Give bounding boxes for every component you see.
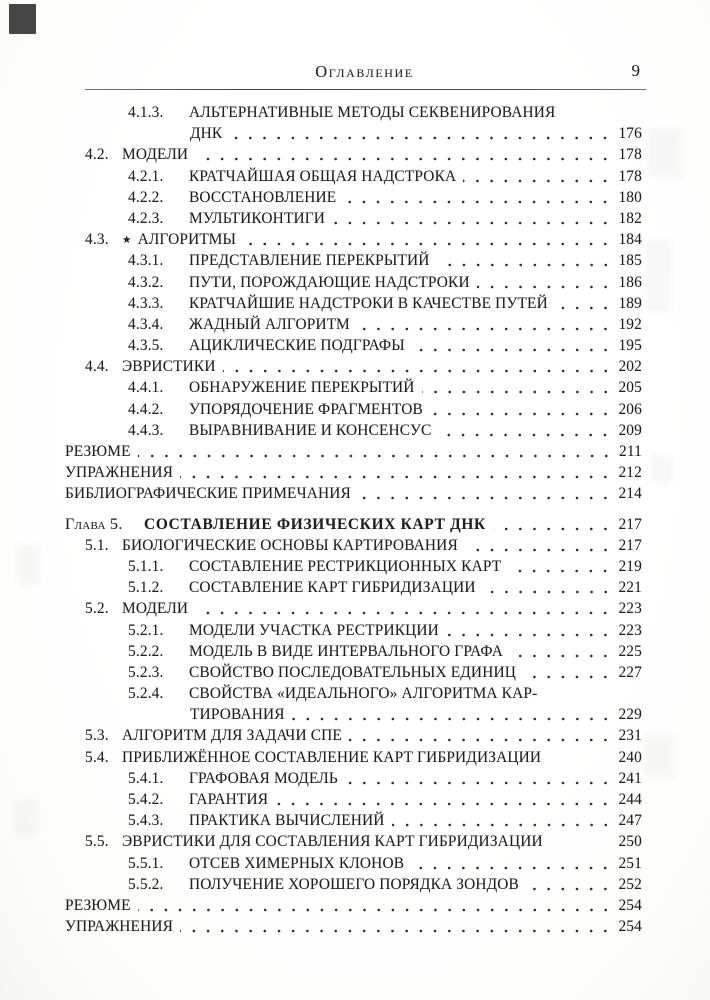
dot-leader — [465, 535, 615, 556]
toc-page-ref: 217 — [618, 536, 642, 554]
toc-entry-title: КРАТЧАЙШАЯ ОБЩАЯ НАДСТРОКА — [189, 167, 457, 185]
toc-page-ref: 206 — [618, 400, 642, 418]
toc-page-ref: 180 — [618, 188, 642, 206]
dot-leader — [411, 853, 614, 874]
toc-section-number: 5.5.1. — [128, 854, 164, 872]
toc-entry-title: ВЫРАВНИВАНИЕ И КОНСЕНСУС — [189, 421, 432, 439]
toc-entry-title: МОДЕЛЬ В ВИДЕ ИНТЕРВАЛЬНОГО ГРАФА — [189, 642, 503, 660]
dot-leader — [446, 620, 615, 641]
dot-leader — [180, 916, 614, 937]
dot-leader — [555, 293, 615, 314]
dot-leader — [292, 704, 615, 725]
toc-entry-title: АЛГОРИТМЫ — [137, 231, 237, 249]
toc-section-number: 5.1.2. — [128, 579, 164, 597]
dot-leader — [345, 768, 615, 789]
scan-artifact — [18, 545, 40, 585]
dot-leader — [493, 514, 615, 535]
toc-section-number: 4.3.4. — [128, 315, 164, 333]
toc-page-ref: 244 — [618, 791, 642, 808]
dot-leader — [195, 598, 614, 619]
toc-section-number: 5.5. — [85, 833, 109, 851]
toc-entry-title: ЖАДНЫЙ АЛГОРИТМ — [189, 315, 350, 333]
toc-page-ref: 254 — [618, 896, 642, 914]
toc-entry-title: УПРАЖНЕНИЯ — [65, 918, 174, 936]
dot-leader — [422, 377, 615, 398]
dot-leader — [508, 556, 614, 577]
toc-line — [65, 314, 642, 335]
toc-section-number: 4.3.2. — [128, 273, 164, 291]
toc-page-ref: 217 — [618, 515, 642, 533]
toc-line — [65, 272, 642, 293]
toc-line — [65, 704, 642, 725]
toc-entry-title: ГАРАНТИЯ — [189, 791, 269, 808]
toc-page-ref: 225 — [618, 642, 642, 660]
toc-line — [65, 916, 642, 937]
dot-leader — [463, 166, 614, 187]
toc-section-number: 4.3.1. — [128, 252, 164, 270]
toc-line — [65, 535, 642, 556]
toc-section-number: 4.4. — [85, 358, 109, 376]
dot-leader — [223, 356, 615, 377]
page-header — [85, 62, 644, 94]
toc-line — [65, 462, 642, 483]
toc-section-number: 4.2.3. — [128, 209, 164, 227]
toc-section-number: 4.4.3. — [128, 421, 164, 439]
toc-line — [65, 166, 642, 187]
toc-entry-title: СОСТАВЛЕНИЕ ФИЗИЧЕСКИХ КАРТ ДНК — [144, 515, 486, 533]
toc-entry-title: БИОЛОГИЧЕСКИЕ ОСНОВЫ КАРТИРОВАНИЯ — [122, 536, 458, 554]
toc-entry-title: ДНК — [190, 125, 223, 143]
scan-artifact — [645, 240, 671, 312]
toc-line — [65, 895, 642, 916]
dot-leader — [526, 874, 614, 895]
toc-entry-title: ПОЛУЧЕНИЕ ХОРОШЕГО ПОРЯДКА ЗОНДОВ — [189, 875, 519, 893]
dot-leader — [523, 662, 614, 683]
toc-line — [65, 853, 642, 874]
toc-line — [65, 483, 642, 504]
toc-entry-title: ОТСЕВ ХИМЕРНЫХ КЛОНОВ — [189, 854, 405, 872]
toc-entry-title: СОСТАВЛЕНИЕ КАРТ ГИБРИДИЗАЦИИ — [189, 579, 476, 597]
toc-page-ref: 229 — [618, 706, 642, 724]
header-rule — [85, 89, 646, 90]
toc-page-ref: 254 — [618, 918, 642, 936]
toc-section-number: 4.3.3. — [128, 294, 164, 312]
toc-line — [65, 356, 642, 377]
toc-line — [65, 208, 642, 229]
toc-section-number: 4.2.2. — [128, 188, 164, 206]
toc-line — [65, 123, 642, 144]
dot-leader — [138, 895, 615, 916]
toc-page-ref: 223 — [618, 600, 642, 618]
toc-line — [65, 144, 642, 165]
toc-section-number: 4.4.2. — [128, 400, 164, 418]
toc-page-ref: 252 — [618, 875, 642, 893]
toc-line — [65, 514, 642, 535]
toc-entry-title: МУЛЬТИКОНТИГИ — [189, 209, 326, 227]
toc-entry-title: РЕЗЮМЕ — [65, 443, 131, 460]
toc-page-ref: 223 — [618, 621, 642, 639]
toc-section-number: 5.2.4. — [128, 685, 164, 703]
toc-line — [65, 250, 642, 271]
toc-line — [65, 187, 642, 208]
toc-page-ref: 202 — [618, 358, 642, 376]
toc-line — [65, 810, 642, 831]
toc-entry-title: СВОЙСТВА «ИДЕАЛЬНОГО» АЛГОРИТМА КАР- — [189, 685, 538, 703]
toc-entry-title: МОДЕЛИ УЧАСТКА РЕСТРИКЦИИ — [189, 621, 439, 639]
toc-line — [65, 789, 642, 810]
toc-entry-title: МОДЕЛИ — [122, 600, 189, 618]
toc-page-ref: 250 — [618, 833, 642, 851]
dot-leader — [275, 789, 614, 810]
toc-entry-title: УПОРЯДОЧЕНИЕ ФРАГМЕНТОВ — [189, 400, 423, 418]
toc-page-ref: 205 — [618, 379, 642, 397]
toc-section-number: 4.3. — [85, 231, 109, 249]
ink-mark — [9, 4, 36, 34]
toc-entry-title: РЕЗЮМЕ — [65, 896, 131, 914]
toc-line — [65, 229, 642, 250]
toc-section-number: 4.1.3. — [128, 104, 164, 121]
dot-leader — [477, 272, 615, 293]
toc-entry-title: СОСТАВЛЕНИЕ РЕСТРИКЦИОННЫХ КАРТ — [189, 557, 502, 575]
toc-entry-title: АЦИКЛИЧЕСКИЕ ПОДГРАФЫ — [189, 337, 405, 355]
toc-page-ref: 189 — [618, 294, 642, 312]
toc-page-ref: 182 — [618, 209, 642, 227]
toc-section-number: 5.2.1. — [128, 621, 164, 639]
toc-section-number: 5.2.3. — [128, 663, 164, 681]
dot-leader — [243, 229, 614, 250]
dot-leader — [343, 187, 614, 208]
toc-section-number: 5.1. — [85, 536, 109, 554]
toc-entry-title: ПРИБЛИЖЁННОЕ СОСТАВЛЕНИЕ КАРТ ГИБРИДИЗАЦИИ — [122, 748, 542, 766]
toc-page-ref: 247 — [618, 812, 642, 830]
scan-artifact — [650, 455, 672, 483]
toc-section-number: 4.3.5. — [128, 337, 164, 355]
toc-page-ref: 186 — [618, 273, 642, 291]
dot-leader — [510, 641, 614, 662]
scan-artifact — [14, 800, 38, 836]
toc-page-ref: 227 — [618, 663, 642, 681]
toc-line — [65, 598, 642, 619]
dot-leader — [358, 483, 614, 504]
dot-leader — [438, 420, 614, 441]
toc-line — [65, 747, 642, 768]
toc-entry-title: ОБНАРУЖЕНИЕ ПЕРЕКРЫТИЙ — [189, 379, 415, 397]
dot-leader — [180, 462, 614, 483]
toc-line — [65, 556, 642, 577]
toc-section-number: 4.4.1. — [128, 379, 164, 397]
toc-line — [65, 831, 642, 852]
toc-page-ref: 219 — [618, 557, 642, 575]
toc-line — [65, 768, 642, 789]
dot-leader — [357, 314, 615, 335]
toc-page-ref: 251 — [618, 854, 642, 872]
toc-line — [65, 577, 642, 598]
scan-artifact — [644, 735, 674, 777]
toc-line — [65, 725, 642, 746]
toc-page-ref: 185 — [618, 252, 642, 270]
dot-leader — [392, 810, 615, 831]
toc-line — [65, 441, 642, 462]
toc-entry-title: КРАТЧАЙШИЕ НАДСТРОКИ В КАЧЕСТВЕ ПУТЕЙ — [189, 294, 548, 312]
toc-line — [65, 102, 642, 123]
toc-line — [65, 335, 642, 356]
toc-section-number: 5.4.2. — [128, 791, 164, 808]
toc-entry-title: ПУТИ, ПОРОЖДАЮЩИЕ НАДСТРОКИ — [189, 273, 470, 291]
toc-entry-title: ВОССТАНОВЛЕНИЕ — [189, 188, 337, 206]
toc-page-ref: 184 — [618, 231, 642, 249]
toc-entry-title: БИБЛИОГРАФИЧЕСКИЕ ПРИМЕЧАНИЯ — [65, 485, 351, 503]
toc-section-number: 5.4.1. — [128, 769, 164, 787]
toc-entry-title: ЭВРИСТИКИ — [122, 358, 216, 376]
toc-page-ref: 195 — [618, 337, 642, 355]
toc-page-ref: 176 — [618, 125, 642, 143]
toc-page-ref: 231 — [618, 727, 642, 745]
toc-line — [65, 874, 642, 895]
toc-page-ref: 211 — [619, 443, 642, 460]
toc-entry-title: СВОЙСТВО ПОСЛЕДОВАТЕЛЬНЫХ ЕДИНИЦ — [189, 663, 516, 681]
toc-entry-title: ПРЕДСТАВЛЕНИЕ ПЕРЕКРЫТИЙ — [189, 252, 430, 270]
toc-entry-title: АЛГОРИТМ ДЛЯ ЗАДАЧИ СПЕ — [122, 727, 342, 745]
dot-leader — [332, 208, 614, 229]
scan-artifact — [648, 128, 682, 178]
toc-section-number: 5.4. — [85, 748, 109, 766]
dot-leader — [349, 725, 615, 746]
toc-entry-title: УПРАЖНЕНИЯ — [65, 464, 174, 482]
toc-list — [65, 102, 642, 937]
toc-page-ref: 214 — [618, 485, 642, 503]
toc-entry-title: ГРАФОВАЯ МОДЕЛЬ — [189, 769, 338, 787]
toc-section-number: 5.1.1. — [128, 557, 164, 575]
dot-leader — [437, 250, 615, 271]
dot-leader — [195, 144, 614, 165]
toc-entry-title: ЭВРИСТИКИ ДЛЯ СОСТАВЛЕНИЯ КАРТ ГИБРИДИЗАЦИИ — [122, 833, 543, 851]
toc-line — [65, 662, 642, 683]
toc-line — [65, 377, 642, 398]
running-title: Оглавление — [315, 62, 414, 81]
toc-line — [65, 620, 642, 641]
toc-line — [65, 399, 642, 420]
toc-entry-title: ТИРОВАНИЯ — [190, 706, 285, 724]
toc-section-number: 5.4.3. — [128, 812, 164, 830]
toc-page-ref: 221 — [618, 579, 642, 597]
toc-line — [65, 293, 642, 314]
dot-leader — [138, 441, 615, 462]
dot-leader — [229, 123, 614, 144]
star-icon: ★ — [122, 235, 132, 247]
toc-section-number: 4.2.1. — [128, 167, 164, 185]
toc-section-number: 4.2. — [85, 146, 109, 164]
toc-page-ref: 240 — [618, 748, 642, 766]
toc-page-ref: 212 — [618, 464, 642, 482]
toc-section-number: 5.5.2. — [128, 875, 164, 893]
dot-leader — [483, 577, 615, 598]
toc-page-ref: 178 — [618, 146, 642, 164]
toc-line — [65, 641, 642, 662]
toc-entry-title: МОДЕЛИ — [122, 146, 189, 164]
toc-page-ref: 178 — [618, 167, 642, 185]
toc-page-ref: 192 — [618, 315, 642, 333]
toc-line — [65, 683, 642, 704]
dot-leader — [412, 335, 615, 356]
toc-section-number: Глава 5. — [65, 515, 123, 533]
toc-entry-title: АЛЬТЕРНАТИВНЫЕ МЕТОДЫ СЕКВЕНИРОВАНИЯ — [189, 104, 556, 121]
toc-page-ref: 209 — [618, 421, 642, 439]
folio-page-number: 9 — [631, 61, 640, 80]
dot-leader — [430, 399, 615, 420]
toc-section-number: 5.2. — [85, 600, 109, 618]
toc-page-ref: 241 — [618, 769, 642, 787]
toc-section-number: 5.2.2. — [128, 642, 164, 660]
toc-entry-title: ПРАКТИКА ВЫЧИСЛЕНИЙ — [189, 812, 385, 830]
toc-section-number: 5.3. — [85, 727, 109, 745]
toc-line — [65, 420, 642, 441]
